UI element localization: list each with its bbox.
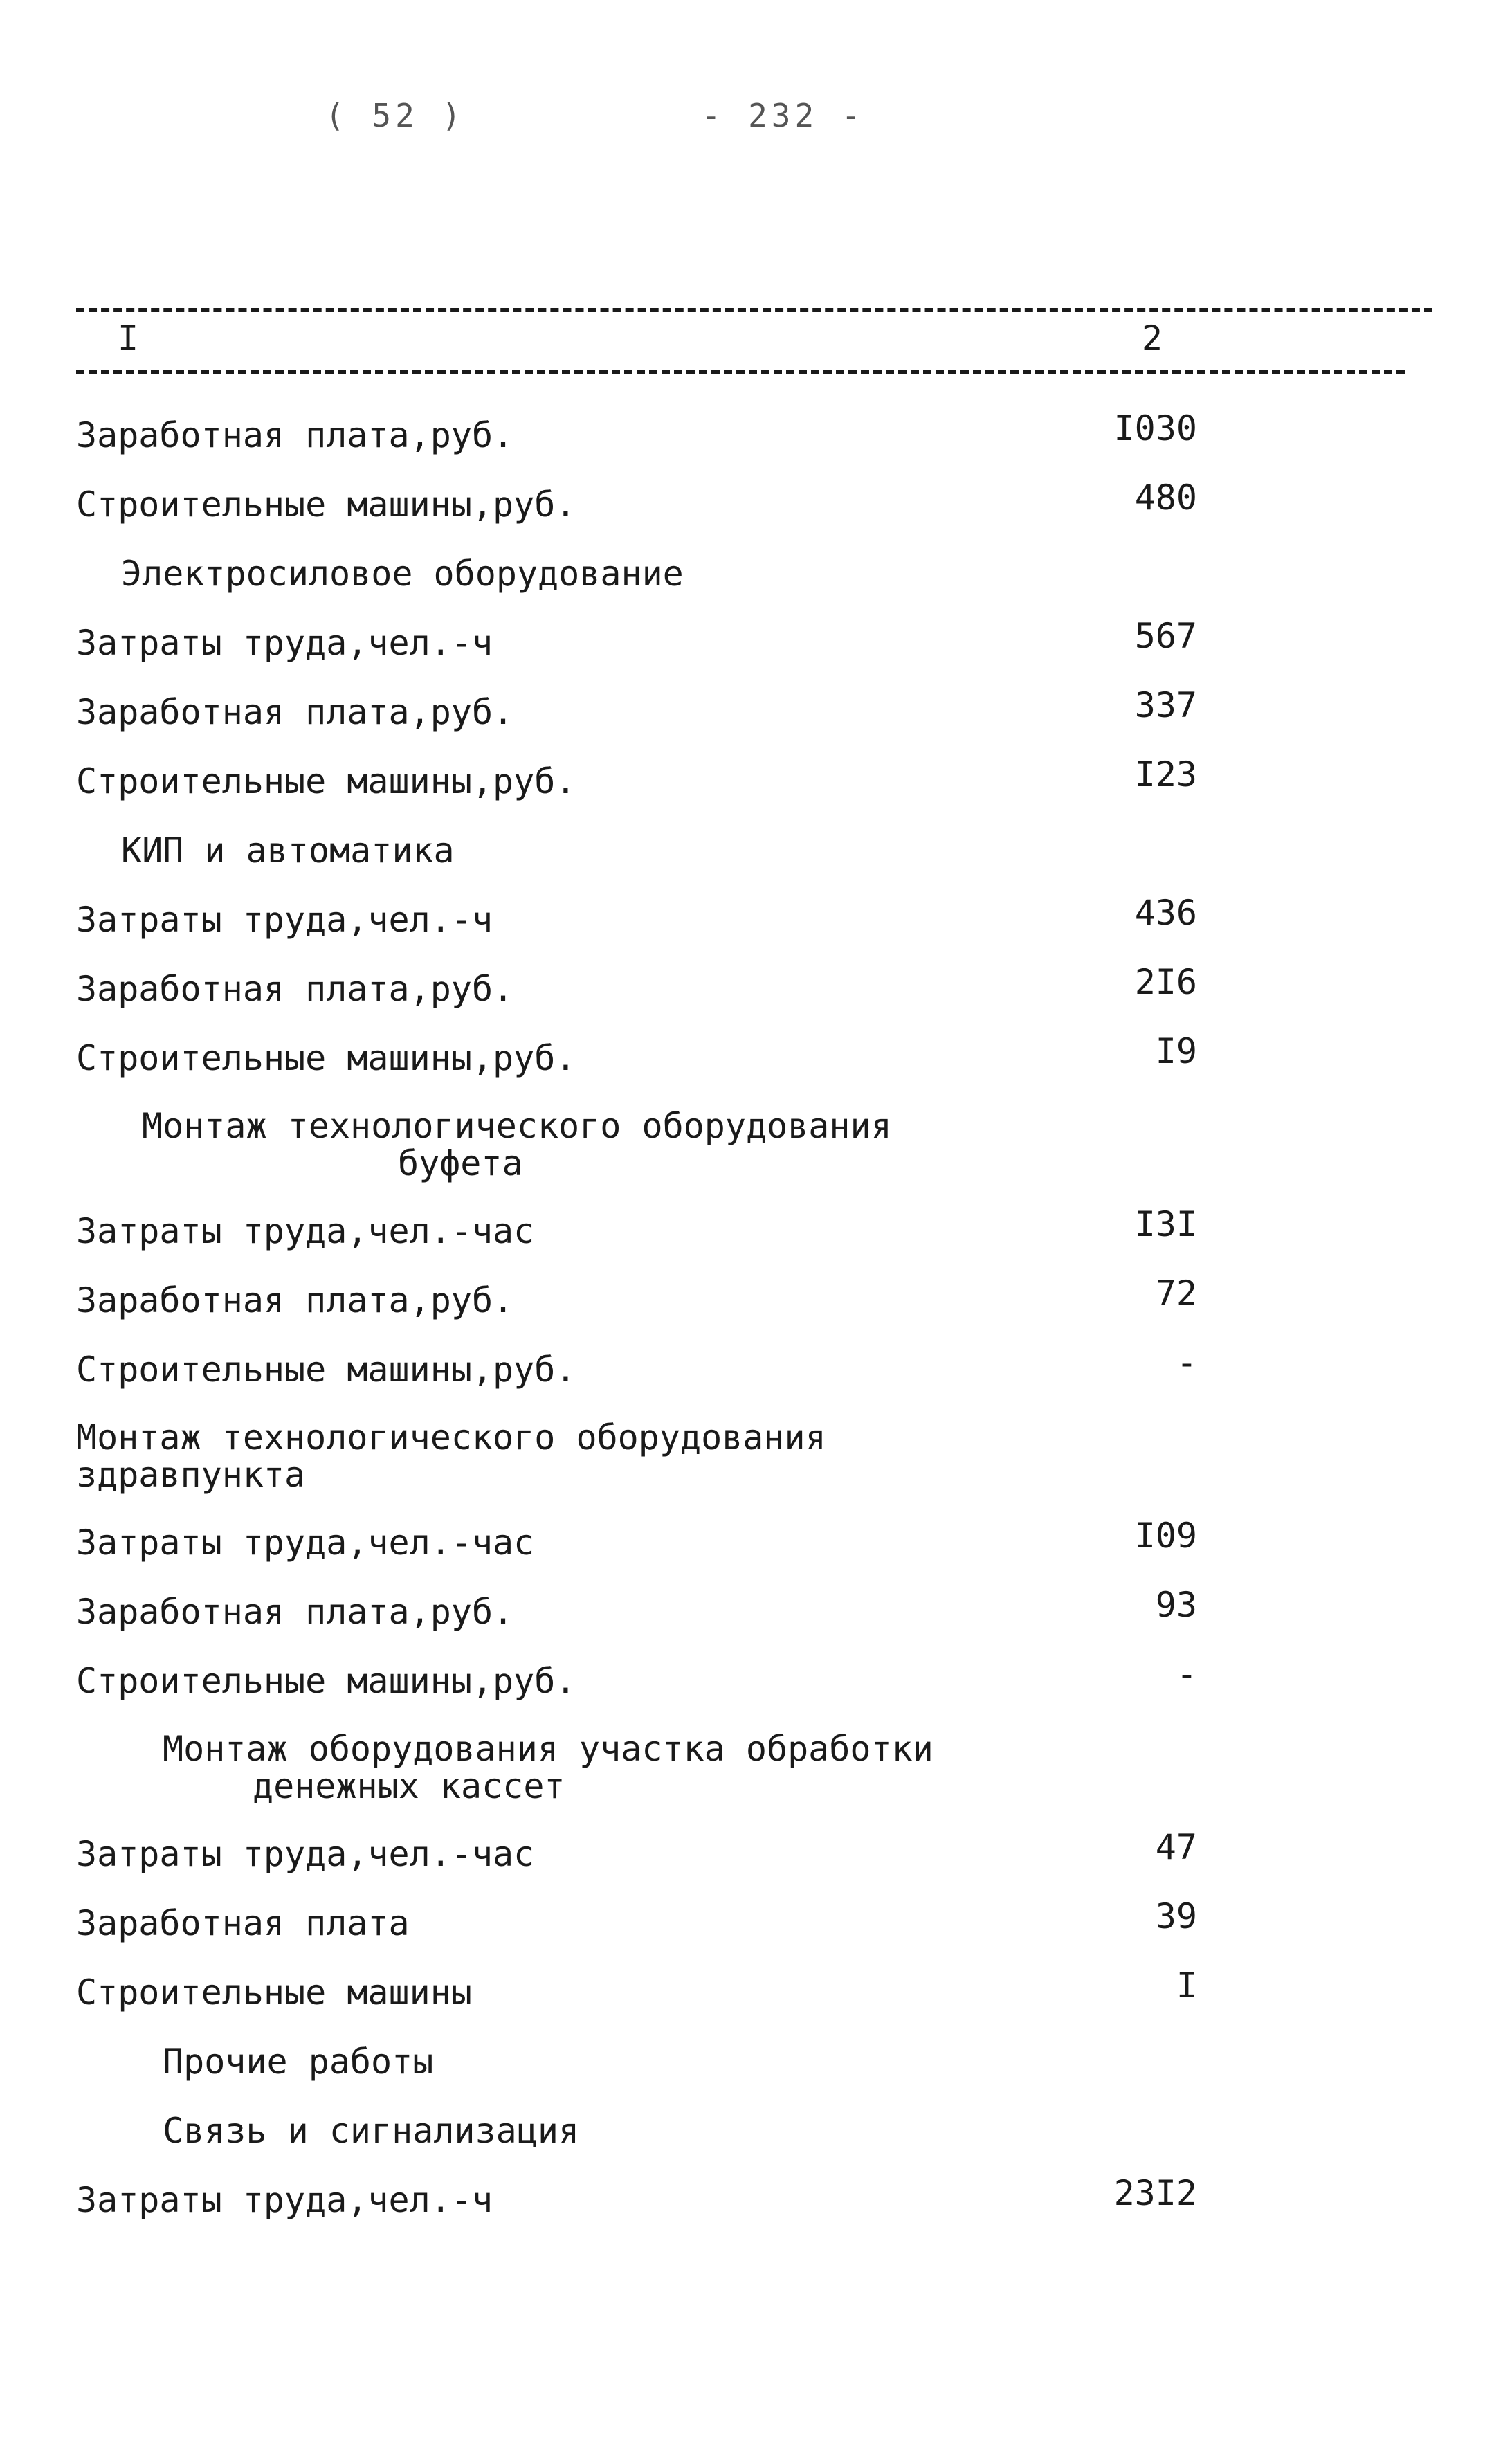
page-number: - 232 - <box>701 97 865 134</box>
row-label <box>76 1523 941 1563</box>
row-label-line: Заработная плата,руб. <box>76 1280 514 1320</box>
row-value: 2I6 <box>1134 962 1197 1002</box>
table-row <box>76 1965 1197 2013</box>
row-label <box>76 484 941 525</box>
page-header-mark: ( 52 ) <box>325 97 466 134</box>
row-label-line: Заработная плата,руб. <box>76 1592 514 1632</box>
table-row <box>76 1654 1197 1701</box>
row-label-line: Заработная плата,руб. <box>76 692 514 732</box>
table-row <box>76 754 1197 801</box>
table-row <box>76 685 1197 732</box>
row-label <box>76 1038 941 1078</box>
row-value: 47 <box>1155 1827 1197 1867</box>
row-label-line: Связь и сигнализация <box>163 2111 580 2151</box>
row-label-line: Затраты труда,чел.-ч <box>76 623 493 663</box>
table-row <box>76 1896 1197 1943</box>
row-label-line: Затраты труда,чел.-ч <box>76 900 493 940</box>
row-label-line: Затраты труда,чел.-час <box>76 1523 535 1563</box>
row-value: 39 <box>1155 1896 1197 1936</box>
page-header <box>325 97 865 134</box>
row-label <box>76 969 941 1009</box>
row-label-line: Строительные машины <box>76 1972 472 2013</box>
table-header-col2: 2 <box>1141 318 1163 358</box>
row-value: I09 <box>1134 1516 1197 1556</box>
row-label-line: Строительные машины,руб. <box>76 1038 576 1078</box>
row-label-line: Строительные машины,руб. <box>76 484 576 525</box>
row-value: 93 <box>1155 1585 1197 1625</box>
table-row <box>76 1585 1197 1632</box>
table-row <box>76 962 1197 1009</box>
row-label <box>76 900 941 940</box>
row-value: 337 <box>1134 685 1197 725</box>
row-label-line: Монтаж технологического оборудования <box>142 1106 892 1146</box>
section-heading <box>76 2042 1197 2082</box>
row-label <box>76 692 941 732</box>
table-top-rule <box>76 308 1432 312</box>
table-row <box>76 1343 1197 1390</box>
row-label <box>76 1661 941 1701</box>
row-label <box>76 1280 941 1320</box>
table-row <box>76 1031 1197 1078</box>
row-label-line: Монтаж технологического оборудования <box>76 1417 826 1457</box>
row-label <box>76 1903 941 1943</box>
row-label <box>76 1592 941 1632</box>
row-label-line: Строительные машины,руб. <box>76 761 576 801</box>
row-label-line-2: здравпункта <box>76 1455 306 1495</box>
table-header-rule <box>76 370 1405 374</box>
row-label <box>76 1107 1007 1182</box>
row-value: I3I <box>1134 1204 1197 1244</box>
table-row <box>76 1273 1197 1320</box>
row-label-line: КИП и автоматика <box>121 830 455 871</box>
row-label-line-2: буфета <box>398 1143 523 1183</box>
section-heading <box>76 830 1197 871</box>
row-label-line: Прочие работы <box>163 2042 434 2082</box>
row-label <box>76 1834 941 1874</box>
row-label-line: Строительные машины,руб. <box>76 1350 576 1390</box>
row-label <box>76 415 941 455</box>
row-value: 480 <box>1134 478 1197 518</box>
table-row <box>76 478 1197 525</box>
row-label-line: Заработная плата,руб. <box>76 969 514 1009</box>
row-label <box>76 2042 1028 2082</box>
row-label-line: Заработная плата,руб. <box>76 415 514 455</box>
row-value: I23 <box>1134 754 1197 794</box>
row-value: I <box>1176 1965 1197 2006</box>
row-label <box>76 761 941 801</box>
row-label <box>76 2111 1028 2151</box>
row-value: I030 <box>1113 408 1197 448</box>
table-row <box>76 1204 1197 1251</box>
row-label-line-2: денежных кассет <box>253 1766 565 1806</box>
table-row <box>76 1516 1197 1563</box>
row-label <box>76 554 986 594</box>
row-value: 72 <box>1155 1273 1197 1314</box>
row-label <box>76 1730 1028 1805</box>
table-header-col1: I <box>118 318 139 358</box>
row-value: 23I2 <box>1113 2173 1197 2213</box>
row-label-line: Затраты труда,чел.-час <box>76 1834 535 1874</box>
row-value: 567 <box>1134 616 1197 656</box>
table-row <box>76 616 1197 663</box>
row-value: 436 <box>1134 893 1197 933</box>
row-value: - <box>1176 1343 1197 1383</box>
table-row <box>76 893 1197 940</box>
row-value: I9 <box>1155 1031 1197 1071</box>
table-row <box>76 408 1197 455</box>
row-label <box>76 1972 941 2013</box>
row-label <box>76 1211 941 1251</box>
section-heading <box>76 1419 1197 1493</box>
row-label-line: Затраты труда,чел.-час <box>76 1211 535 1251</box>
section-heading <box>76 1730 1197 1805</box>
table-row <box>76 2173 1197 2220</box>
table-body <box>76 408 1197 2249</box>
row-label <box>76 830 986 871</box>
section-heading <box>76 2111 1197 2151</box>
section-heading <box>76 1107 1197 1182</box>
table-row <box>76 1827 1197 1874</box>
row-label-line: Электросиловое оборудование <box>121 554 684 594</box>
row-value: - <box>1176 1654 1197 1694</box>
row-label <box>76 2180 941 2220</box>
row-label-line: Монтаж оборудования участка обработки <box>163 1729 933 1769</box>
row-label <box>76 1350 941 1390</box>
row-label-line: Затраты труда,чел.-ч <box>76 2180 493 2220</box>
section-heading <box>76 554 1197 594</box>
row-label-line: Заработная плата <box>76 1903 410 1943</box>
row-label <box>76 623 941 663</box>
row-label <box>76 1419 941 1493</box>
row-label-line: Строительные машины,руб. <box>76 1661 576 1701</box>
